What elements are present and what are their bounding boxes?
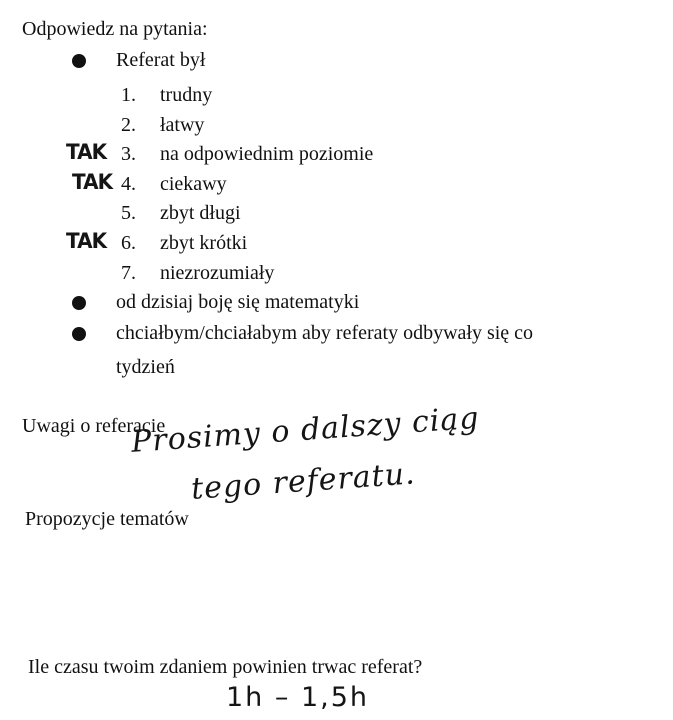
handwritten-tak-mark: TAK — [72, 170, 113, 194]
remarks-handwriting-line2: tego referatu. — [190, 456, 417, 507]
bullet-icon — [72, 327, 86, 341]
option-number: 3. — [121, 143, 136, 165]
topics-label: Propozycje tematów — [25, 508, 189, 530]
option-number: 1. — [121, 84, 136, 106]
handwritten-tak-mark: TAK — [66, 140, 107, 164]
option-text: ciekawy — [160, 173, 227, 195]
option-number: 6. — [121, 232, 136, 254]
handwritten-tak-mark: TAK — [66, 229, 107, 253]
bullet-text: chciałbym/chciałabym aby referaty odbywały się co — [116, 322, 534, 344]
bullet-icon — [72, 54, 86, 68]
question-label: Referat był — [116, 49, 206, 71]
duration-question: Ile czasu twoim zdaniem powinien trwac referat? — [28, 656, 423, 678]
bullet-text-continued: tydzień — [116, 356, 175, 378]
option-text: na odpowiednim poziomie — [160, 143, 374, 165]
option-number: 5. — [121, 202, 136, 224]
option-text: zbyt długi — [160, 202, 241, 224]
option-text: łatwy — [160, 114, 205, 136]
option-text: trudny — [160, 84, 213, 106]
bullet-icon — [72, 296, 86, 310]
form-heading: Odpowiedz na pytania: — [22, 18, 208, 40]
option-number: 4. — [121, 173, 136, 195]
option-text: zbyt krótki — [160, 232, 248, 254]
bullet-text: od dzisiaj boję się matematyki — [116, 291, 360, 313]
option-number: 7. — [121, 262, 136, 284]
remarks-handwriting-line1: Prosimy o dalszy ciąg — [130, 400, 481, 460]
remarks-label: Uwagi o referacie — [22, 415, 166, 437]
option-number: 2. — [121, 114, 136, 136]
duration-handwritten-answer: 1h – 1,5h — [226, 682, 370, 713]
option-text: niezrozumiały — [160, 262, 275, 284]
